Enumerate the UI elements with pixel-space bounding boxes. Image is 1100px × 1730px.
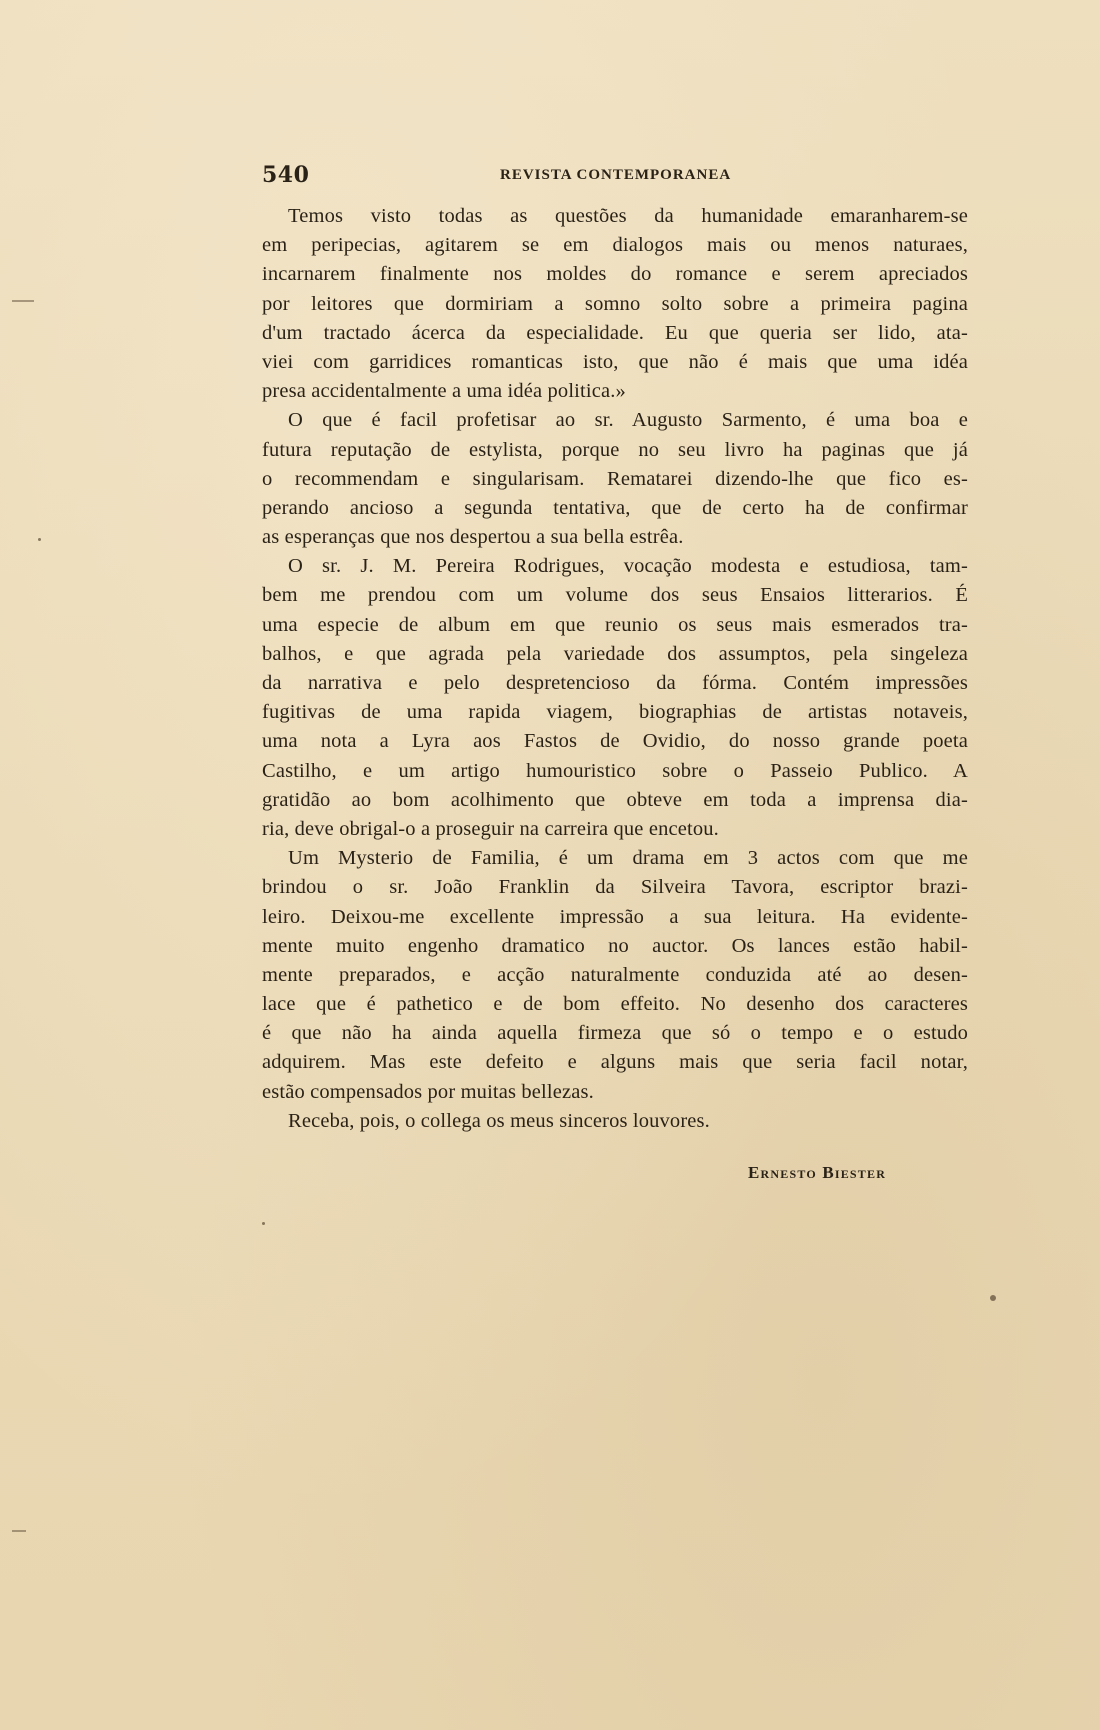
text-line: Receba, pois, o collega os meus sinceros louvores. [288,1109,710,1132]
text-line: balhos, e que agrada pela variedade dos assumptos, pela singeleza [262,642,968,665]
text-line: por leitores que dormiriam a somno solto sobre a primeira pagina [262,292,968,315]
page-header [262,162,962,192]
text-line: gratidão ao bom acolhimento que obteve em toda a imprensa dia- [262,788,968,811]
text-line: Um Mysterio de Familia, é um drama em 3 actos com que me [288,847,968,870]
text-line: em peripecias, agitarem se em dialogos mais ou menos naturaes, [262,234,968,257]
author-signature: Ernesto Biester [748,1163,887,1182]
text-line: uma especie de album em que reunio os seus mais esmerados tra- [262,613,968,636]
text-line: é que não ha ainda aquella firmeza que só o tempo e o estudo [262,1022,968,1045]
text-line: bem me prendou com um volume dos seus Ensaios litterarios. É [262,584,968,607]
text-line: mente preparados, e acção naturalmente conduzida até ao desen- [262,963,968,986]
running-title: REVISTA CONTEMPORANEA [500,167,732,183]
body-text [262,202,968,1136]
text-line: O sr. J. M. Pereira Rodrigues, vocação modesta e estudiosa, tam- [288,555,968,578]
text-line: O que é facil profetisar ao sr. Augusto Sarmento, é uma boa e [288,409,968,432]
text-line: estão compensados por muitas bellezas. [262,1080,594,1103]
ink-speck [38,538,41,541]
text-line: presa accidentalmente a uma idéa politica.» [262,380,626,403]
text-line: Castilho, e um artigo humouristico sobre o Passeio Publico. A [262,759,968,782]
text-line: as esperanças que nos despertou a sua bella estrêa. [262,526,684,549]
text-line: da narrativa e pelo despretencioso da fórma. Contém impressões [262,672,968,694]
ink-speck [990,1295,996,1301]
text-line: uma nota a Lyra aos Fastos de Ovidio, do nosso grande poeta [262,730,968,753]
text-line: adquirem. Mas este defeito e alguns mais que seria facil notar, [262,1051,968,1074]
text-line: d'um tractado ácerca da especialidade. Eu que queria ser lido, ata- [262,321,968,344]
text-line: futura reputação de estylista, porque no seu livro ha paginas que já [262,438,968,461]
text-line: lace que é pathetico e de bom effeito. No desenho dos caracteres [262,993,968,1016]
text-line: incarnarem finalmente nos moldes do romance e serem apreciados [262,263,968,286]
text-line: o recommendam e singularisam. Rematarei dizendo-lhe que fico es- [262,467,968,490]
ink-dash [12,300,34,302]
text-line: perando ancioso a segunda tentativa, que de certo ha de confirmar [262,496,968,519]
page-number: 540 [262,162,310,188]
text-line: fugitivas de uma rapida viagem, biographias de artistas notaveis, [262,701,968,724]
ink-dash [12,1530,26,1532]
text-line: mente muito engenho dramatico no auctor. Os lances estão habil- [262,934,968,957]
text-line: viei com garridices romanticas isto, que não é mais que uma idéa [262,350,968,373]
text-line: ria, deve obrigal-o a proseguir na carreira que encetou. [262,817,719,840]
text-line: leiro. Deixou-me excellente impressão a sua leitura. Ha evidente- [262,905,968,928]
text-line: Temos visto todas as questões da humanidade emaranharem-se [288,205,968,227]
text-line: brindou o sr. João Franklin da Silveira Tavora, escriptor brazi- [262,876,968,899]
ink-speck [262,1222,265,1225]
